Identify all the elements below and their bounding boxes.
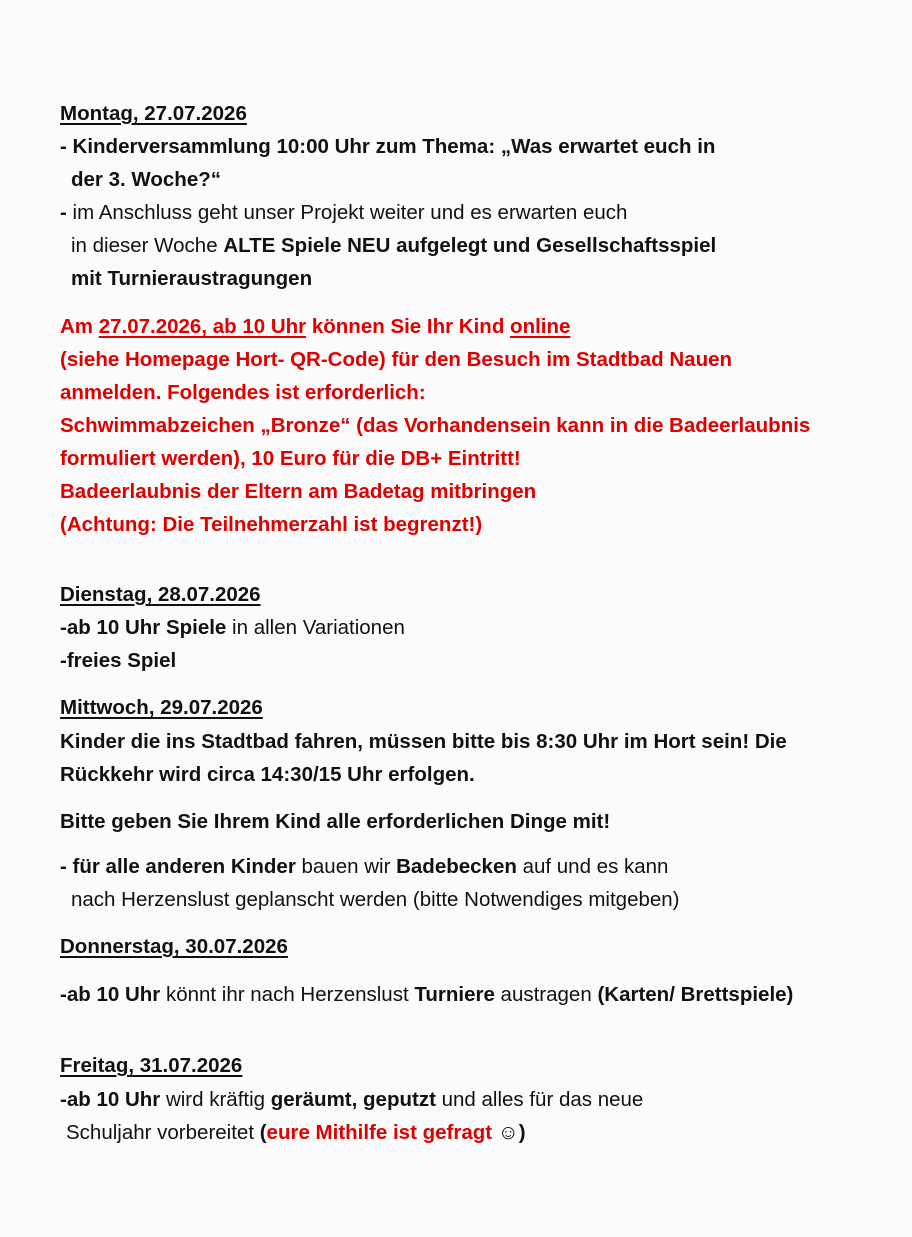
friday-line-1 <box>60 1086 643 1114</box>
wednesday-line-2: Rückkehr wird circa 14:30/15 Uhr erfolgen. <box>60 763 475 786</box>
friday-paren-close: ) <box>518 1121 526 1144</box>
wednesday-line-4-d: auf und es kann <box>516 855 669 878</box>
tuesday-line-1-a: -ab 10 Uhr Spiele <box>60 616 227 639</box>
thursday-line-1-c: Turniere <box>414 983 495 1006</box>
monday-line-4-b: ALTE Spiele NEU aufgelegt und Gesellschaftsspiel <box>223 234 717 257</box>
wednesday-line-4-c: Badebecken <box>396 855 517 878</box>
notice-line-1-a: Am <box>60 315 99 338</box>
friday-line-1-c: geräumt, geputzt <box>270 1088 436 1111</box>
thursday-line-1-a: -ab 10 Uhr <box>60 983 161 1006</box>
thursday-line-1 <box>60 981 793 1009</box>
notice-online: online <box>510 315 571 338</box>
tuesday-line-2: -freies Spiel <box>60 649 177 672</box>
wednesday-line-4-a: - für alle anderen Kinder <box>60 855 296 878</box>
friday-line-1-a: -ab 10 Uhr <box>60 1088 161 1111</box>
notice-line-1-c: können Sie Ihr Kind <box>306 315 511 338</box>
wednesday-line-1: Kinder die ins Stadtbad fahren, müssen bitte bis 8:30 Uhr im Hort sein! Die <box>60 730 787 753</box>
dash: - <box>60 201 67 224</box>
wednesday-line-4-b: bauen wir <box>295 855 397 878</box>
monday-line-3 <box>60 199 627 227</box>
thursday-line-1-b: könnt ihr nach Herzenslust <box>160 983 415 1006</box>
notice-line-6: Badeerlaubnis der Eltern am Badetag mitbringen <box>60 480 537 503</box>
smiley-icon: ☺ <box>492 1121 519 1144</box>
wednesday-line-4 <box>60 853 668 881</box>
notice-line-2: (siehe Homepage Hort- QR-Code) für den Besuch im Stadtbad Nauen <box>60 348 733 371</box>
tuesday-line-1 <box>60 614 405 642</box>
friday-line-2 <box>66 1119 526 1147</box>
thursday-line-1-e: (Karten/ Brettspiele) <box>597 983 794 1006</box>
friday-line-1-b: wird kräftig <box>160 1088 271 1111</box>
thursday-line-1-d: austragen <box>494 983 598 1006</box>
monday-heading: Montag, 27.07.2026 <box>60 102 247 125</box>
tuesday-heading: Dienstag, 28.07.2026 <box>60 583 261 606</box>
monday-line-4-a: in dieser Woche <box>71 234 224 257</box>
notice-line-5: formuliert werden), 10 Euro für die DB+ Eintritt! <box>60 447 521 470</box>
tuesday-line-1-b: in allen Variationen <box>226 616 405 639</box>
friday-heading: Freitag, 31.07.2026 <box>60 1054 243 1077</box>
notice-line-3: anmelden. Folgendes ist erforderlich: <box>60 381 426 404</box>
friday-line-2-a: Schuljahr vorbereitet <box>66 1121 260 1144</box>
notice-line-4: Schwimmabzeichen „Bronze“ (das Vorhandensein kann in die Badeerlaubnis <box>60 414 811 437</box>
monday-line-2: der 3. Woche?“ <box>71 168 221 191</box>
wednesday-line-5: nach Herzenslust geplanscht werden (bitte Notwendiges mitgeben) <box>71 888 680 911</box>
notice-line-7: (Achtung: Die Teilnehmerzahl ist begrenzt!) <box>60 513 483 536</box>
monday-line-3-text: im Anschluss geht unser Projekt weiter und es erwarten euch <box>66 201 628 224</box>
friday-paren-open: ( <box>259 1121 267 1144</box>
monday-line-4 <box>71 232 716 260</box>
thursday-heading: Donnerstag, 30.07.2026 <box>60 935 288 958</box>
monday-line-5: mit Turnieraustragungen <box>71 267 313 290</box>
monday-line-1: - Kinderversammlung 10:00 Uhr zum Thema: „Was erwartet euch in <box>60 135 716 158</box>
friday-line-1-d: und alles für das neue <box>435 1088 644 1111</box>
wednesday-line-3: Bitte geben Sie Ihrem Kind alle erforderlichen Dinge mit! <box>60 810 611 833</box>
friday-help-text: eure Mithilfe ist gefragt <box>266 1121 493 1144</box>
wednesday-heading: Mittwoch, 29.07.2026 <box>60 696 263 719</box>
notice-line-1 <box>60 313 570 341</box>
notice-date: 27.07.2026, ab 10 Uhr <box>98 315 307 338</box>
